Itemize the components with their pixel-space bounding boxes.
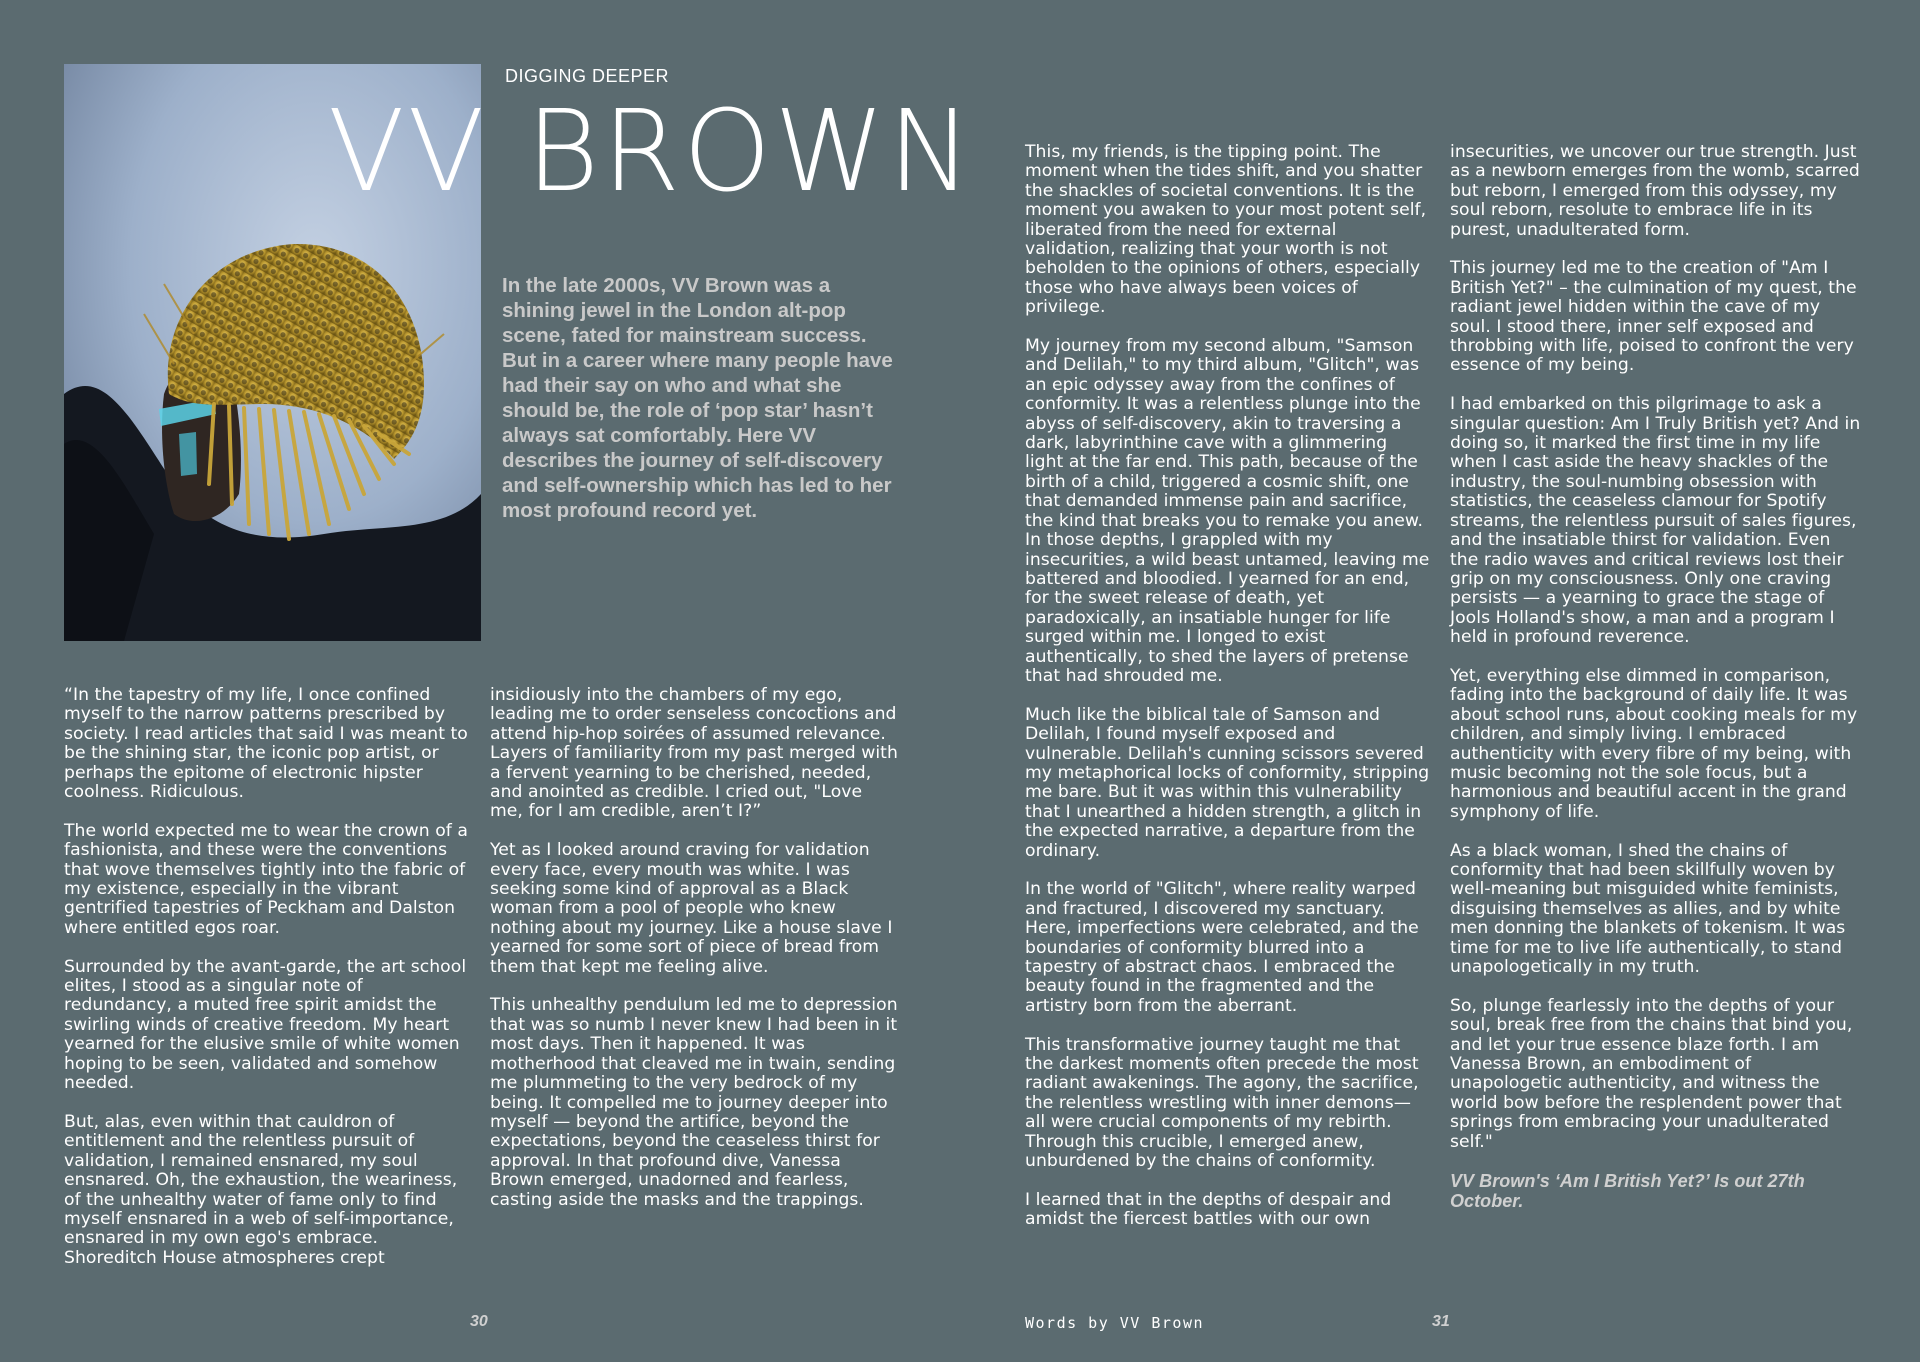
paragraph: Surrounded by the avant-garde, the art school elites, I stood as a singular note of redundancy, a muted free spirit amidst the swirling winds of creative freedom. My heart yearned for the elusive smile of white women hoping to be seen, validated and somehow needed.: [64, 956, 467, 1094]
paragraph: As a black woman, I shed the chains of conformity that had been skillfully woven by well-meaning but misguided white feminists, disguising themselves as allies, and by white men donning the blankets of tokenism. It was time for me to live life authentically, to stand unapologetically in my truth.: [1450, 840, 1846, 977]
paragraph: This journey led me to the creation of "Am I British Yet?" – the culmination of my quest, the radiant jewel hidden within the cave of my soul. I stood there, inner self exposed and throbbing with life, poised to confront the very essence of my being.: [1450, 258, 1857, 376]
paragraph: I had embarked on this pilgrimage to ask a singular question: Am I Truly British yet? And in doing so, it marked the first time in my life when I cast aside the heavy shackles of the industry, the soul-numbing obsession with statistics, the ceaseless clamour for Spotify streams, the relentless pursuit of sales figures, and the insatiable thirst for validation. Even the radio waves and critical reviews lost their grip on my consciousness. Only one craving persists — a yearning to grace the stage of Jools Holland's show, a man and a program I held in profound reverence.: [1450, 394, 1861, 648]
body-column-2: [490, 686, 900, 1229]
paragraph: My journey from my second album, "Samson and Delilah," to my third album, "Glitch", was an epic odyssey away from the confines of conformity. It was a relentless plunge into the abyss of self-discovery, akin to traversing a dark, labyrinthine cave with a glimmering light at the far end. This path, because of the birth of a child, triggered a cosmic shift, one that demanded immense pain and sacrifice, the kind that breaks you to remake you anew. In those depths, I grappled with my insecurities, a wild beast untamed, leaving me battered and bloodied. I yearned for an end, for the sweet release of death, yet paradoxically, an insatiable hunger for life surged within me. I longed to exist authentically, to shed the layers of pretense that had shrouded me.: [1025, 336, 1430, 686]
paragraph: The world expected me to wear the crown of a fashionista, and these were the conventions that wove themselves tightly into the fabric of my existence, especially in the vibrant gentrified tapestries of Peckham and Dalston where entitled egos roar.: [64, 820, 468, 938]
page-number-left: 30: [470, 1313, 488, 1330]
article-title: VV BROWN: [328, 87, 975, 217]
paragraph: insecurities, we uncover our true strength. Just as a newborn emerges from the womb, scarred but reborn, I emerged from this odyssey, my soul reborn, resolute to embrace life in its purest, unadulterated form.: [1450, 142, 1860, 240]
paragraph: But, alas, even within that cauldron of entitlement and the relentless pursuit of validation, I remained ensnared, my soul ensnared. Oh, the exhaustion, the weariness, of the unhealthy water of fame only to find myself ensnared in a web of self-importance, ensnared in my own ego's embrace. Shoreditch House atmospheres crept: [64, 1111, 458, 1268]
paragraph: This transformative journey taught me that the darkest moments often precede the most radiant awakenings. The agony, the sacrifice, the relentless wrestling with inner demons— all were crucial components of my rebirth. Through this crucible, I emerged anew, unburdened by the chains of conformity.: [1025, 1034, 1419, 1172]
paragraph: This, my friends, is the tipping point. The moment when the tides shift, and you shatter the shackles of societal conventions. It is the moment you awaken to your most potent self, liberated from the need for external validation, realizing that your worth is not beholden to the opinions of others, especially those who have always been voices of privilege.: [1025, 142, 1427, 318]
release-credit: VV Brown's ‘Am I British Yet?’ Is out 27th October.: [1450, 1171, 1805, 1212]
page-number-right: 31: [1432, 1313, 1450, 1330]
body-column-1: [64, 686, 474, 1288]
paragraph: Much like the biblical tale of Samson and Delilah, I found myself exposed and vulnerable. Delilah's cunning scissors severed my metaphorical locks of conformity, stripping me bare. But it was within this vulnerability that I unearthed a hidden strength, a glitch in the expected narrative, a departure from the ordinary.: [1025, 704, 1430, 861]
paragraph: Yet, everything else dimmed in comparison, fading into the background of daily life. It was about school runs, about cooking meals for my children, and simply living. I embraced authenticity with every fibre of my being, with music becoming not the sole focus, but a harmonious and beautiful accent in the grand symphony of life.: [1450, 665, 1858, 822]
article-intro: In the late 2000s, VV Brown was a shining jewel in the London alt-pop scene, fated for mainstream success. But in a career where many people have had their say on who and what she should be, the role of ‘pop star’ hasn’t always sat comfortably. Here VV describes the journey of self-discovery and self-ownership which has led to her most profound record yet.: [502, 274, 893, 522]
paragraph: insidiously into the chambers of my ego, leading me to order senseless concoctions and attend hip-hop soirées of assumed relevance. Layers of familiarity from my past merged with a fervent yearning to be cherished, needed, and anointed as credible. I cried out, "Love me, for I am credible, aren’t I?”: [490, 685, 898, 822]
paragraph: Yet as I looked around craving for validation every face, every mouth was white. I was seeking some kind of approval as a Black woman from a pool of people who knew nothing about my journey. Like a house slave I yearned for some sort of piece of bread from them that kept me feeling alive.: [490, 840, 893, 977]
body-column-4: [1450, 143, 1862, 1231]
paragraph: I learned that in the depths of despair and amidst the fiercest battles with our own: [1025, 1189, 1392, 1230]
section-kicker: DIGGING DEEPER: [505, 66, 670, 86]
paragraph: So, plunge fearlessly into the depths of your soul, break free from the chains that bind you, and let your true essence blaze forth. I am Vanessa Brown, an embodiment of unapologetic authenticity, and witness the world bow before the resplendent power that springs from embracing your unadulterated self.": [1450, 995, 1853, 1152]
words-by-credit: Words by VV Brown: [1025, 1314, 1205, 1332]
paragraph: “In the tapestry of my life, I once confined myself to the narrow patterns prescribed by society. I read articles that said I was meant to be the shining star, the iconic pop artist, or perhaps the epitome of electronic hipster coolness. Ridiculous.: [64, 685, 468, 803]
paragraph: In the world of "Glitch", where reality warped and fractured, I discovered my sanctuary. Here, imperfections were celebrated, and the boundaries of conformity blurred into a tapestry of abstract chaos. I embraced the beauty found in the fragmented and the artistry born from the aberrant.: [1025, 879, 1419, 1016]
paragraph: This unhealthy pendulum led me to depression that was so numb I never knew I had been in it most days. Then it happened. It was motherhood that cleaved me in twain, sending me plummeting to the very bedrock of my being. It compelled me to journey deeper into myself — beyond the artifice, beyond the expectations, beyond the ceaseless thirst for approval. In that profound dive, Vanessa Brown emerged, unadorned and fearless, casting aside the masks and the trappings.: [490, 995, 898, 1210]
body-column-3: [1025, 143, 1430, 1249]
